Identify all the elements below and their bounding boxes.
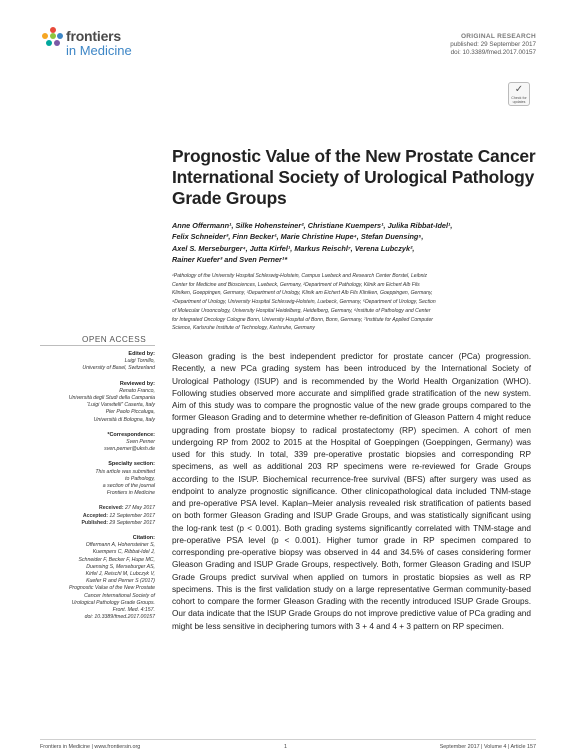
edited-by-heading: Edited by: [128,351,155,357]
article-header-meta [450,33,536,57]
received-value: 27 May 2017 [125,505,155,512]
citation-line: Kirfel J, Reischl M, Lubczyk V, [85,571,155,578]
check-for-updates-button[interactable] [508,82,530,106]
reviewer-affiliation: “Luigi Vanvitelli” Caserta, Italy [86,402,155,409]
correspondence-block [25,432,155,454]
article-info-sidebar [25,351,155,630]
specialty-section-block [25,461,155,497]
specialty-heading: Specialty section: [108,461,155,468]
affiliation-line: Center for Medicine and Biosciences, Luebeck, Germany, ²Department of Pathology, Klinik am Eichert Alb Fils [172,281,420,288]
reviewed-by-heading: Reviewed by: [119,380,155,387]
correspondent-name: Sven Perner [126,439,155,446]
affiliation-line: ¹Pathology of the University Hospital Schleswig-Holstein, Campus Luebeck and Research Center Borstel, Leibniz [172,273,428,279]
reviewed-by-block [25,381,155,424]
citation-heading: Citation: [132,535,155,542]
logo-journal-text: in Medicine [66,43,132,58]
published-date: published: 29 September 2017 [450,41,536,48]
citation-line: Prognostic Value of the New Prostate [68,585,155,592]
published-date-sidebar [25,520,155,527]
dates-block [25,505,155,527]
author-line[interactable]: Anne Offermann¹, Silke Hohensteiner², Christiane Kuempers¹, Julika Ribbat-Idel¹, [172,221,453,230]
citation-line: Urological Pathology Grade Groups. [71,599,155,606]
affiliation-line: ⁴Department of Urology, University Hospital Schleswig-Holstein, Luebeck, Germany, ⁵Department of Urology, Section [172,299,436,306]
reviewer-affiliation: Università di Bologna, Italy [93,416,155,423]
affiliations [172,272,540,333]
accepted-date [25,513,155,520]
citation-line: Kuempers C, Ribbat-Idel J, [92,549,155,556]
open-access-label: OPEN ACCESS [82,335,147,344]
editor-name[interactable]: Luigi Tornillo, [124,358,155,365]
author-line[interactable]: Rainer Kuefer³ and Sven Perner¹* [172,254,288,264]
doi-link[interactable]: doi: 10.3389/fmed.2017.00157 [450,49,536,56]
citation-line: Front. Med. 4:157. [112,607,155,614]
author-line[interactable]: Axel S. Merseburger⁴, Jutta Kirfel¹, Markus Reischl⁷, Verena Lubczyk², [172,243,415,253]
correspondence-heading: *Correspondence: [107,431,155,438]
correspondent-email[interactable]: sven.perner@uksh.de [104,446,155,453]
affiliation-line: of Molecular Urooncology, University Hospital Heidelberg, Heidelberg, Germany, ⁶Institute of Pathology and Center [172,307,431,314]
specialty-line: Frontiers in Medicine [106,490,155,497]
received-label: Received: [99,505,124,512]
article-title: Prognostic Value of the New Prostate Cancer International Society of Urological Pathology Grade Groups [172,146,536,208]
reviewer-name[interactable]: Pier Paolo Piccaluga, [105,409,155,416]
reviewer-name[interactable]: Renato Franco, [119,387,155,394]
citation-line: Schneider F, Becker F, Hupe MC, [78,556,155,563]
page-number: 1 [284,744,287,750]
citation-line: Cancer International Society of [84,592,155,599]
citation-line: Kuefer R and Perner S (2017) [86,578,155,585]
reviewer-affiliation: Università degli Studi della Campania [68,395,155,402]
edited-by-block [25,351,155,373]
affiliation-line: for Integrated Oncology Cologne Bonn, University Hospital of Bonn, Bonn, Germany, ⁷Institute for Applied Computer [172,316,434,323]
accepted-label: Accepted: [82,512,108,519]
frontiers-logo-icon [42,27,64,49]
author-list [172,220,542,265]
journal-logo[interactable] [42,27,192,59]
logo-brand-text: frontiers [66,28,121,44]
affiliation-line: Science, Karlsruhe Institute of Technology, Karlsruhe, Germany [172,325,315,332]
accepted-value: 12 September 2017 [109,512,155,519]
check-badge-line1: Check for [511,96,527,100]
abstract-text: Gleason grading is the best independent predictor for prostate cancer (PCa) progression. Recently, a new PCa grading system has been introduced by the International Society of Urological Pathology (ISUP) and is recommended by the World Health Organization (WHO). Following studies observed more accurate and simplified grade stratification of the new system. Aim of this study was to compare the prognostic value of the new grade groups compared to the former Gleason Grading and to determine whether re-definition of Gleason Pattern 4 might reduce upgrading from prostate biopsy to radical prostatectomy (RP) specimen. A cohort of men undergoing RP from 2002 to 2015 at the Hospital of Goeppingen (Goeppingen, Germany) was used for this study. In total, 339 pre-operative prostatic biopsies and corresponding RP specimens, as well as additional 203 RP specimens were re-reviewed for Grade Groups according to the ISUP. Biochemical recurrence-free survival (BFS) after surgery was used as endpoint to analyze prognostic significance. Other clinicopathological data included TNM-stage and pre-operative PSA level. Kaplan–Meier analysis revealed risk stratification of patients based on both former Gleason Grading and ISUP Grade Groups, and was statistically significant using the log-rank test (p < 0.001). Both grading systems significantly correlated with TNM-stage and pre-operative PSA level (p < 0.001). Higher tumor grade in RP specimen compared to corresponding pre-operative biopsy was observed in 44 and 34.5% of cases considering former Gleason Grading and ISUP Grade Groups, respectively. Both, former Gleason Grading and ISUP Grade Groups predict survival when applied on tumors in prostatic biopsies as well as RP specimens. This is the first validation study on a large representative German community-based cohort to compare the former Gleason Grading with the recently introduced ISUP Grade Groups. Our data indicate that the ISUP Grade Groups do not improve predictive value of PCa grading and might be less sensitive in deciphering tumors with 3 + 4 and 4 + 3 pattern on RP specimen. [172,352,531,631]
article-type: ORIGINAL RESEARCH [460,33,536,40]
footer-journal-link[interactable]: Frontiers in Medicine | www.frontiersin.org [40,744,141,750]
citation-line: Offermann A, Hohensteiner S, [85,542,155,549]
citation-block [25,535,155,621]
received-date [25,505,155,512]
footer-issue-info: September 2017 | Volume 4 | Article 157 [439,744,536,750]
citation-doi[interactable]: doi: 10.3389/fmed.2017.00157 [84,614,155,621]
published-value: 29 September 2017 [109,519,155,526]
citation-line: Duensing S, Merseburger AS, [86,563,155,570]
editor-affiliation: University of Basel, Switzerland [82,365,155,372]
footer-divider [40,739,536,740]
published-label: Published: [81,519,108,526]
open-access-divider [40,345,155,346]
check-for-updates-icon: ✓ [514,84,524,95]
author-line[interactable]: Felix Schneider³, Finn Becker¹, Marie Christine Hupe⁴, Stefan Duensing⁵, [172,232,424,242]
specialty-line: This article was submitted [95,468,155,475]
affiliation-line: Kliniken, Goeppingen, Germany, ³Department of Urology, Klinik am Eichert Alb Fils Kliniken, Goeppingen, Germany, [172,290,433,297]
specialty-line: a section of the journal [102,483,155,490]
check-badge-line2: updates [512,100,526,104]
specialty-line: to Pathology, [125,475,155,482]
